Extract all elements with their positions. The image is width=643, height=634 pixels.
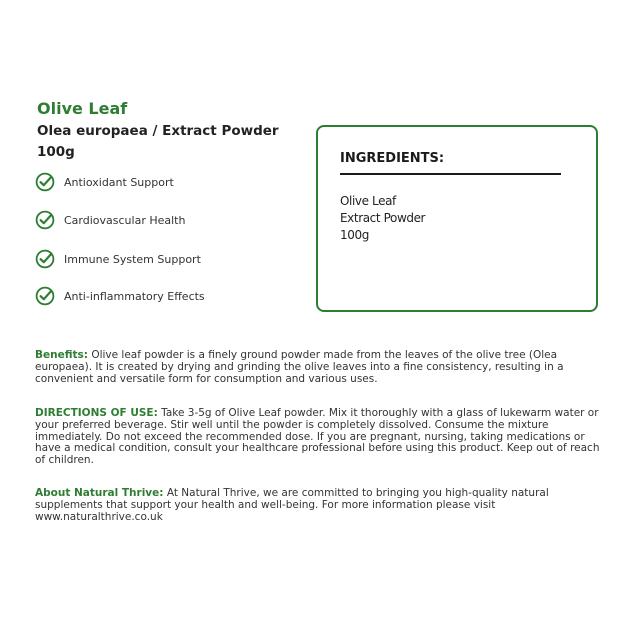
benefit-item-immune: [35, 248, 201, 270]
benefit-label: Antioxidant Support: [64, 175, 174, 189]
benefits-text: Olive leaf powder is a finely ground powder made from the leaves of the olive tree (Olea europaea). It is created by drying and grinding the olive leaves into a fine consistency, resulting in a convenient and versatile form for consumption and various uses.: [35, 349, 564, 385]
directions-text: Take 3-5g of Olive Leaf powder. Mix it thoroughly with a glass of lukewarm water or your preferred beverage. Stir well until the powder is completely dissolved. Consume the mixture immediately. Do not exceed the recommended dose. If you are pregnant, nursing, taking medications or have a medical condition, consult your healthcare professional before using this product. Keep out of reach of children.: [35, 407, 600, 467]
benefit-label: Immune System Support: [64, 252, 201, 266]
directions-paragraph: [35, 408, 607, 467]
about-label: About Natural Thrive:: [35, 487, 164, 499]
product-weight: 100g: [37, 144, 75, 160]
benefit-item-cardiovascular: [35, 209, 185, 231]
ingredients-box: [316, 125, 598, 312]
checkmark-circle-icon: [35, 172, 55, 192]
checkmark-circle-icon: [35, 249, 55, 269]
ingredients-heading: INGREDIENTS:: [340, 151, 445, 166]
ingredients-divider: [340, 173, 561, 175]
product-subtitle: Olea europaea / Extract Powder: [37, 123, 279, 139]
about-paragraph: [35, 488, 607, 523]
checkmark-circle-icon: [35, 286, 55, 306]
benefit-item-antioxidant: [35, 171, 174, 193]
benefit-label: Anti-inflammatory Effects: [64, 289, 205, 303]
checkmark-circle-icon: [35, 210, 55, 230]
product-title: Olive Leaf: [37, 99, 128, 118]
ingredient-line: Olive Leaf: [340, 194, 396, 208]
ingredient-line: 100g: [340, 228, 369, 242]
benefit-label: Cardiovascular Health: [64, 213, 186, 227]
ingredient-line: Extract Powder: [340, 211, 426, 225]
benefits-paragraph: [35, 350, 607, 385]
benefit-item-anti-inflammatory: [35, 285, 205, 307]
benefits-label: Benefits:: [35, 349, 88, 361]
directions-label: DIRECTIONS OF USE:: [35, 407, 158, 419]
about-text: At Natural Thrive, we are committed to bringing you high-quality natural supplements that support your health and well-being. For more information please visit www.naturalthrive.co.uk: [35, 487, 549, 523]
